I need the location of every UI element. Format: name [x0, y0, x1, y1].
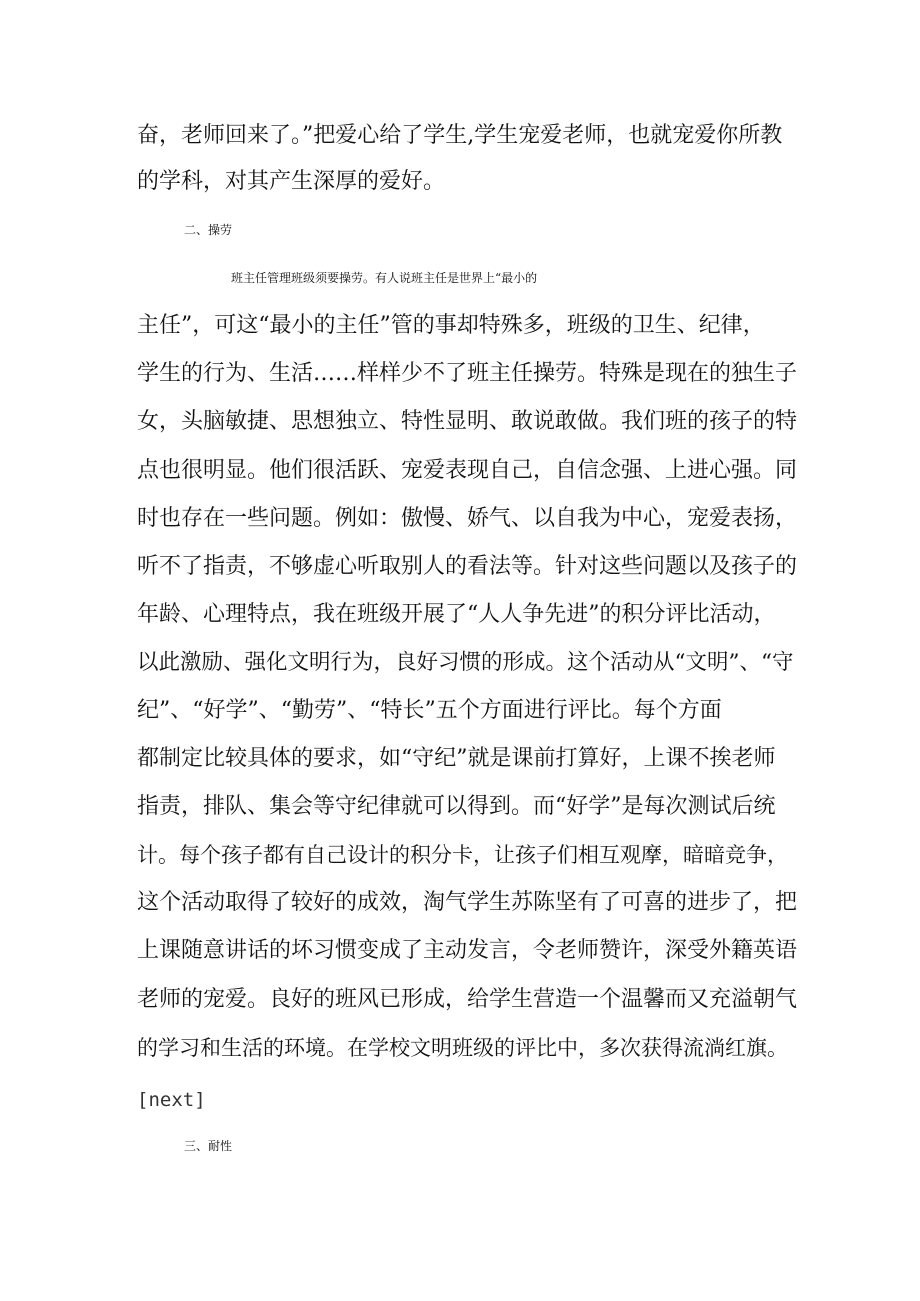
paragraph-line: 都制定比较具体的要求，如“守纪”就是课前打算好，上课不挨老师: [137, 746, 776, 771]
paragraph-line: 这个活动取得了较好的成效，淘气学生苏陈坚有了可喜的进步了，把: [137, 890, 798, 915]
section-heading: 二、操劳: [184, 223, 233, 237]
paragraph-line: 学生的行为、生活……样样少不了班主任操劳。特殊是现在的独生子: [137, 361, 798, 386]
paragraph-line: 年龄、心理特点，我在班级开展了“人人争先进”的积分评比活动，: [137, 602, 776, 627]
section-heading: 三、耐性: [184, 1139, 233, 1153]
paragraph-line: 点也很明显。他们很活跃、宠爱表现自己，自信念强、上进心强。同: [137, 458, 798, 483]
paragraph-line: 上课随意讲话的坏习惯变成了主动发言，令老师赞许，深受外籍英语: [137, 938, 798, 963]
paragraph-line: 女，头脑敏捷、思想独立、特性显明、敢说敢做。我们班的孩子的特: [137, 409, 798, 434]
paragraph-line: 以此激励、强化文明行为，良好习惯的形成。这个活动从“文明”、“守: [137, 650, 794, 675]
paragraph-line: 主任”，可这“最小的主任”管的事却特殊多，班级的卫生、纪律，: [137, 313, 765, 338]
paragraph-line: 指责，排队、集会等守纪律就可以得到。而“好学”是每次测试后统: [137, 794, 776, 819]
paragraph-line: 班主任管理班级须要操劳。有人说班主任是世界上“最小的: [231, 271, 538, 285]
paragraph-line: 纪”、“好学”、“勤劳”、“特长”五个方面进行评比。每个方面: [137, 698, 722, 723]
paragraph-line: 时也存在一些问题。例如：傲慢、娇气、以自我为中心，宠爱表扬，: [137, 506, 798, 531]
page-break-marker: [next]: [137, 1089, 206, 1111]
paragraph-line: 老师的宠爱。良好的班风已形成，给学生营造一个温馨而又充溢朝气: [137, 987, 798, 1012]
paragraph-line: 听不了指责，不够虚心听取别人的看法等。针对这些问题以及孩子的: [137, 554, 798, 579]
paragraph-line: 的学科，对其产生深厚的爱好。: [137, 169, 446, 194]
paragraph-line: 的学习和生活的环境。在学校文明班级的评比中，多次获得流淌红旗。: [137, 1036, 788, 1060]
paragraph-line: 计。每个孩子都有自己设计的积分卡，让孩子们相互观摩，暗暗竞争，: [137, 843, 788, 867]
paragraph-line: 奋，老师回来了。”把爱心给了学生,学生宠爱老师，也就宠爱你所教: [137, 123, 783, 148]
